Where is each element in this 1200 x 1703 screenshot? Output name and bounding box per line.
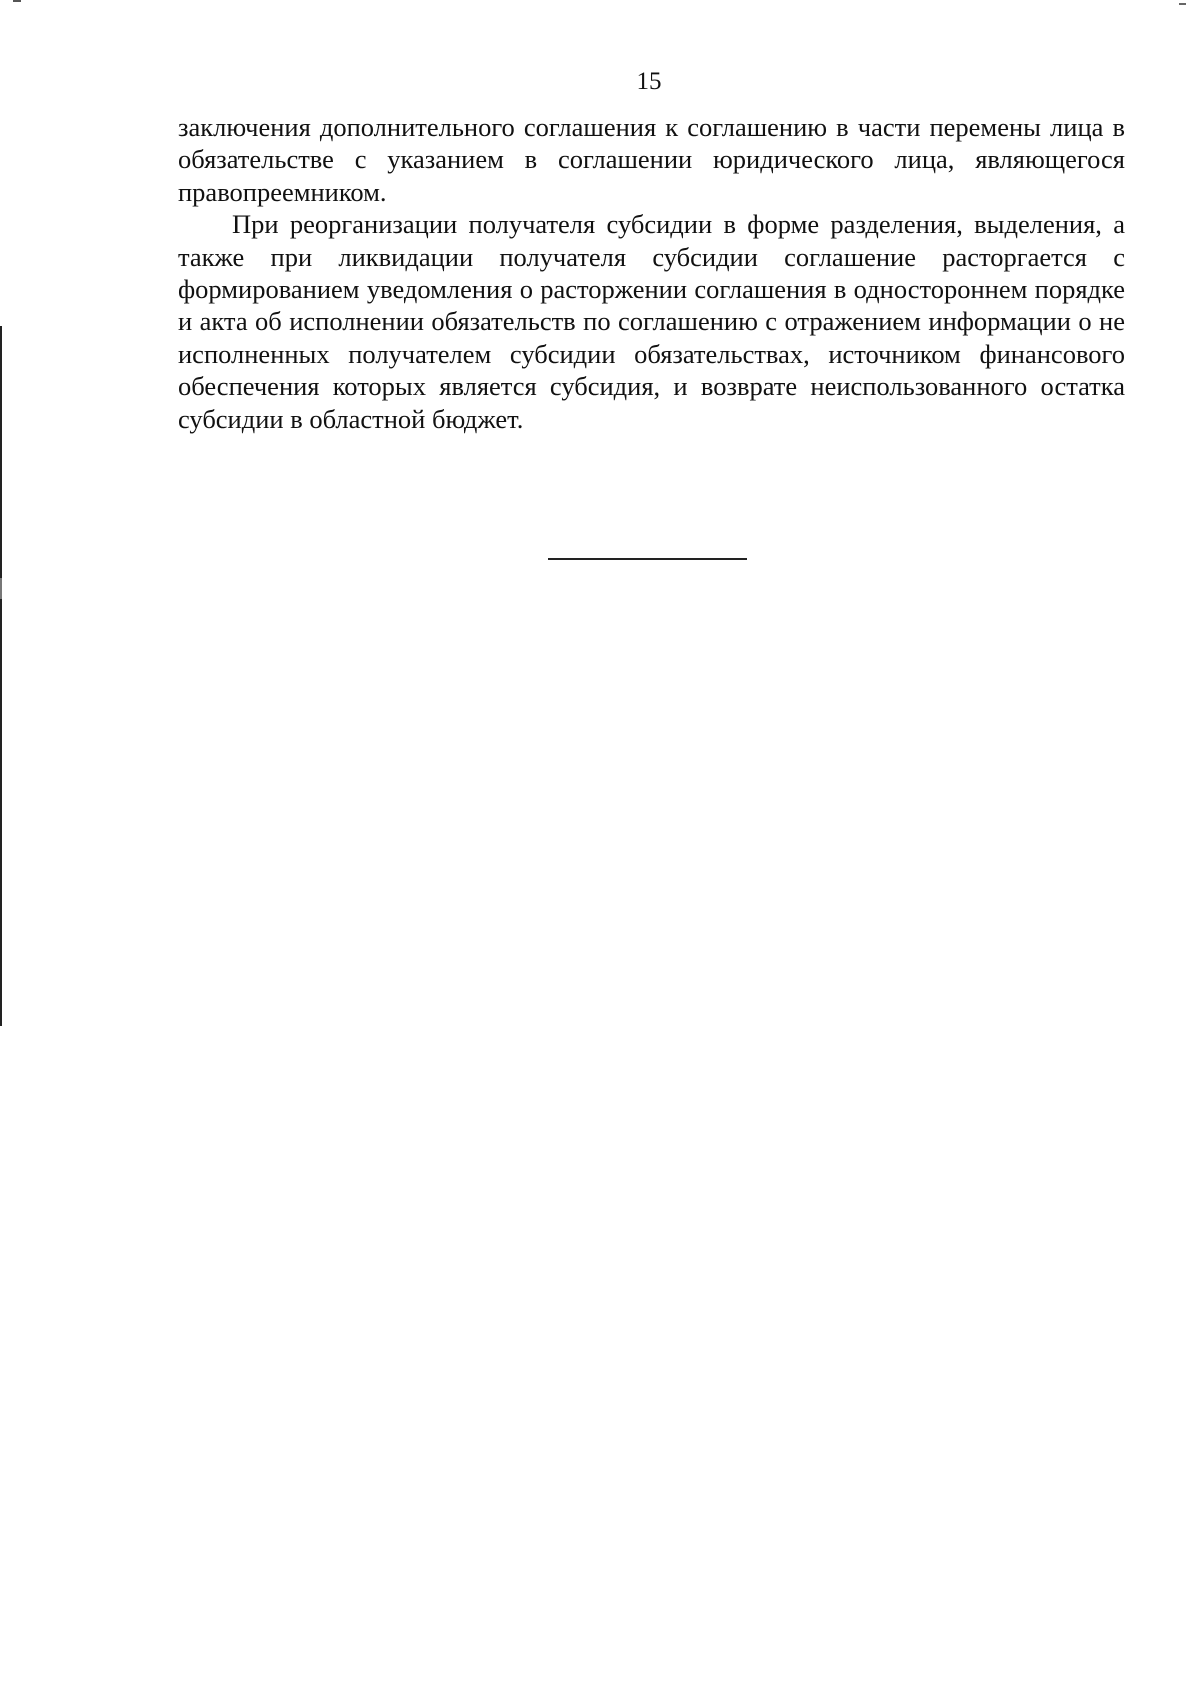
- scan-corner-mark-right: [1179, 3, 1186, 5]
- reorganization-paragraph: При реорганизации получателя субсидии в форме разделения, выделения, а также при ликвидации получателя субсидии соглашение расторгается с формированием уведомления о расторжении соглашения в одностороннем порядке и акта об исполнении обязательств по соглашению с отражением информации о не исполненных получателем субсидии обязательствах, источником финансового обеспечения которых является субсидия, и возврате неиспользованного остатка субсидии в областной бюджет.: [178, 209, 1125, 434]
- scan-corner-mark-left: [13, 0, 21, 2]
- page-number: 15: [636, 68, 662, 95]
- continued-paragraph: заключения дополнительного соглашения к соглашению в части перемены лица в обязательстве с указанием в соглашении юридического лица, являющегося правопреемником.: [178, 112, 1125, 207]
- document-body: [178, 111, 1125, 435]
- scan-left-edge: [0, 326, 2, 1026]
- end-separator-line: [548, 558, 747, 560]
